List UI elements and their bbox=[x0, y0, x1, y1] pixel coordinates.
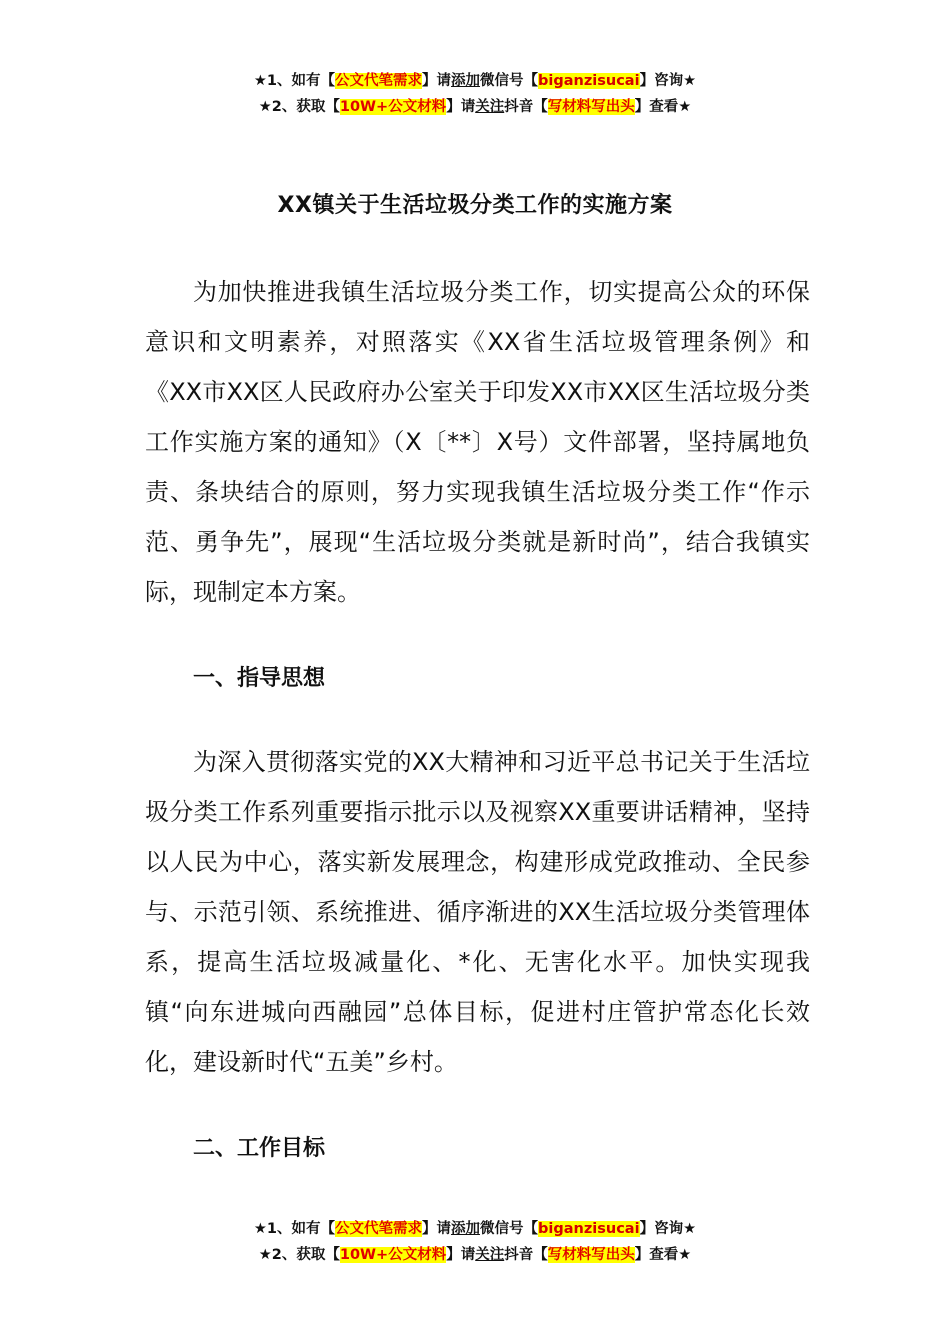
banner-douyin-id: 写材料写出头 bbox=[547, 1247, 635, 1263]
banner-text: ★1、如有【 bbox=[253, 1221, 336, 1237]
banner-line-2 bbox=[0, 94, 950, 120]
banner-text: 抖音【 bbox=[504, 1247, 548, 1263]
banner-underline: 关注 bbox=[475, 1247, 505, 1263]
banner-text: 】请 bbox=[422, 73, 452, 89]
banner-line-2 bbox=[0, 1242, 950, 1268]
banner-highlight: 10W+公文材料 bbox=[339, 1247, 447, 1263]
banner-douyin-id: 写材料写出头 bbox=[547, 99, 635, 115]
banner-wechat-id: biganzisucai bbox=[538, 1221, 640, 1237]
banner-text: ★2、获取【 bbox=[258, 1247, 340, 1263]
banner-text: 】请 bbox=[446, 99, 476, 115]
banner-text: 】请 bbox=[422, 1221, 452, 1237]
banner-highlight: 10W+公文材料 bbox=[339, 99, 447, 115]
banner-text: ★1、如有【 bbox=[253, 73, 336, 89]
paragraph-guiding-ideology: 为深入贯彻落实党的XX大精神和习近平总书记关于生活垃圾分类工作系列重要指示批示以及视察XX重要讲话精神，坚持以人民为中心，落实新发展理念，构建形成党政推动、全民参与、示范引领、系统推进、循序渐进的XX生活垃圾分类管理体系，提高生活垃圾减量化、*化、无害化水平。加快实现我镇“向东进城向西融园”总体目标，促进村庄管护常态化长效化，建设新时代“五美”乡村。 bbox=[145, 748, 810, 1076]
banner-highlight: 公文代笔需求 bbox=[335, 73, 423, 89]
banner-text: 】查看★ bbox=[634, 1247, 692, 1263]
document-title: XX镇关于生活垃圾分类工作的实施方案 bbox=[277, 193, 673, 218]
banner-underline: 关注 bbox=[475, 99, 505, 115]
banner-underline: 添加 bbox=[451, 1221, 481, 1237]
banner-text: 微信号【 bbox=[480, 73, 539, 89]
banner-underline: 添加 bbox=[451, 73, 481, 89]
section-heading-guiding-ideology: 一、指导思想 bbox=[193, 666, 326, 691]
banner-line-1 bbox=[0, 68, 950, 94]
footer-banner bbox=[0, 1216, 950, 1268]
paragraph-intro: 为加快推进我镇生活垃圾分类工作，切实提高公众的环保意识和文明素养，对照落实《XX省生活垃圾管理条例》和《XX市XX区人民政府办公室关于印发XX市XX区生活垃圾分类工作实施方案的通知》（X〔**〕X号）文件部署，坚持属地负责、条块结合的原则，努力实现我镇生活垃圾分类工作“作示范、勇争先”，展现“生活垃圾分类就是新时尚”，结合我镇实际，现制定本方案。 bbox=[145, 278, 810, 606]
banner-text: 】咨询★ bbox=[639, 73, 697, 89]
header-banner bbox=[0, 68, 950, 120]
section-heading-work-goals: 二、工作目标 bbox=[193, 1136, 326, 1161]
banner-text: 】查看★ bbox=[634, 99, 692, 115]
banner-text: 】请 bbox=[446, 1247, 476, 1263]
banner-text: 微信号【 bbox=[480, 1221, 539, 1237]
banner-line-1 bbox=[0, 1216, 950, 1242]
banner-wechat-id: biganzisucai bbox=[538, 73, 640, 89]
banner-highlight: 公文代笔需求 bbox=[335, 1221, 423, 1237]
banner-text: 】咨询★ bbox=[639, 1221, 697, 1237]
banner-text: 抖音【 bbox=[504, 99, 548, 115]
banner-text: ★2、获取【 bbox=[258, 99, 340, 115]
